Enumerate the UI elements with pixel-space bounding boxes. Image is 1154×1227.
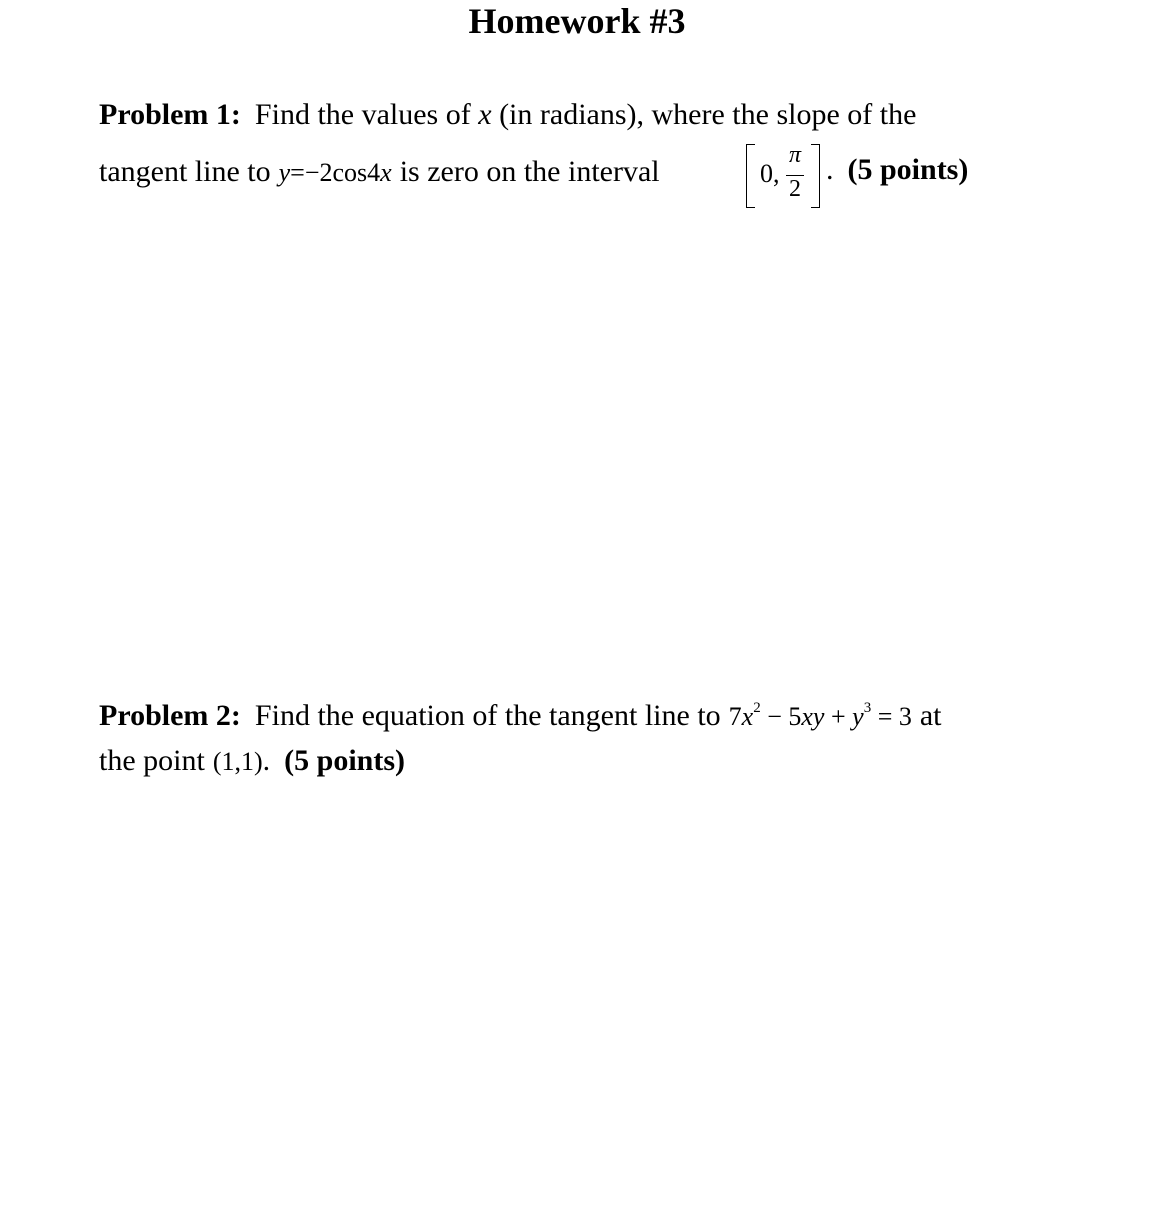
problem1-period: . (826, 153, 834, 186)
problem1-text-a: Find the values of (254, 98, 471, 131)
eq2-exp2: 2 (753, 700, 761, 716)
problem2-point: (1,1) (212, 747, 263, 776)
problem1-var-x: x (478, 98, 492, 131)
eq-rhs: −2cos4 (304, 158, 381, 187)
eq2-rhs: = 3 (871, 702, 912, 731)
problem2-period: . (262, 744, 271, 777)
problem2-text-b: at (919, 699, 942, 732)
problem1-text-d: is zero on the interval (399, 155, 660, 188)
problem2-text-c: the point (99, 744, 205, 777)
eq2-xy: xy (801, 702, 825, 731)
problem2-label: Problem 2: (99, 699, 241, 732)
eq2-x: x (741, 702, 754, 731)
fraction-denominator: 2 (789, 176, 801, 202)
problem2-text-a: Find the equation of the tangent line to (254, 699, 721, 732)
eq2-plus: + (824, 702, 853, 731)
problem1-points: (5 points) (847, 153, 969, 186)
problem1-text-c: tangent line to (99, 155, 271, 188)
eq2-y: y (852, 702, 864, 731)
interval-fraction (784, 142, 806, 208)
eq-y: y (278, 158, 291, 187)
problem1-interval (746, 140, 820, 212)
eq2-exp3: 3 (863, 700, 872, 716)
interval-right-bracket (811, 144, 820, 208)
eq-rhs-x: x (380, 158, 392, 187)
interval-left-bracket (746, 144, 755, 208)
eq2-coef: 7 (728, 702, 742, 731)
problem2-line2 (99, 744, 405, 778)
eq-equals: = (290, 158, 305, 187)
homework-title: Homework #3 (468, 1, 686, 41)
fraction-numerator-pi: π (788, 142, 802, 168)
eq2-minus: − 5 (760, 702, 802, 731)
problem1-equation (279, 158, 392, 187)
problem2-equation (729, 702, 912, 731)
problem1-line1 (99, 98, 916, 132)
problem1-points-line (826, 153, 968, 187)
problem2-points: (5 points) (284, 744, 406, 777)
problem2-line1 (99, 699, 942, 733)
problem1-line2 (99, 155, 660, 189)
problem1-label: Problem 1: (99, 98, 241, 131)
interval-start: 0, (760, 159, 780, 188)
problem1-text-b: (in radians), where the slope of the (499, 98, 917, 131)
